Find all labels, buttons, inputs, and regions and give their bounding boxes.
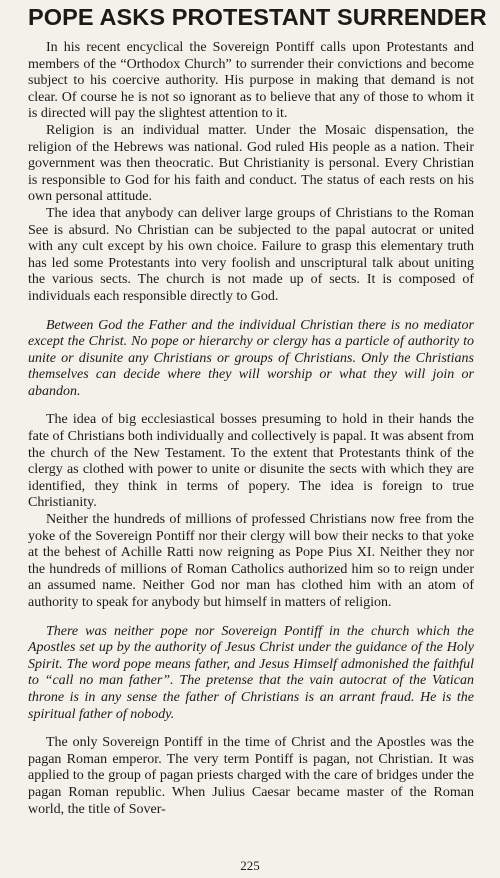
paragraph-7-italic: There was neither pope nor Sovereign Pontiff in the church which the Apostles set up by the authority of Jesus Christ under the guidance of the Holy Spirit. The word pope means father, and Jesus Himself admonished the faithful to “call no man father”. The pretense that the vain autocrat of the Vatican throne is in any sense the father of Christians is an arrant fraud. He is the spiritual father of nobody. <box>28 623 474 722</box>
paragraph-4-italic: Between God the Father and the individual Christian there is no mediator except the Christ. No pope or hierarchy or clergy has a particle of authority to unite or disunite any Christians or groups of Christians. Only the Christians themselves can decide where they will worship or what they will join or abandon. <box>28 317 474 399</box>
paragraph-6: Neither the hundreds of millions of professed Christians now free from the yoke of the Sovereign Pontiff nor their clergy will bow their necks to that yoke at the behest of Achille Ratti now reigning as Pope Pius XI. Neither they nor the hundreds of millions of Roman Catholics authorized him so to reign under an assumed name. Neither God nor man has clothed him with an atom of authority to speak for anybody but himself in matters of religion. <box>28 512 474 610</box>
paragraph-5: The idea of big ecclesiastical bosses presuming to hold in their hands the fate of Christians both individually and collectively is papal. It was absent from the church of the New Testament. To the extent that Protestants think of the clergy as clothed with power to unite or disunite the sects with which they are identified, they think in terms of popery. The idea is foreign to true Christianity. <box>28 412 474 511</box>
paragraph-8: The only Sovereign Pontiff in the time of Christ and the Apostles was the pagan Roman emperor. The very term Pontiff is pagan, not Christian. It was applied to the group of pagan priests charged with the care of bridges under the pagan Roman republic. When Julius Caesar became master of the Roman world, the title of Sover- <box>28 735 474 817</box>
article-title: POPE ASKS PROTESTANT SURRENDER <box>28 4 487 30</box>
paragraph-1: In his recent encyclical the Sovereign Pontiff calls upon Protestants and members of the “Orthodox Church” to surrender their convictions and become subject to his coercive authority. His purpose in making that demand is not clear. Of course he is not so ignorant as to believe that any of those to whom it is directed will pay the slightest attention to it. <box>28 40 474 122</box>
page-number: 225 <box>240 858 260 873</box>
paragraph-2: Religion is an individual matter. Under the Mosaic dispensation, the religion of the Hebrews was national. God ruled His people as a nation. Their government was then theocratic. But Christianity is personal. Every Christian is responsible to God for his faith and conduct. The status of each rests on his own personal attitude. <box>28 122 474 205</box>
paragraph-3: The idea that anybody can deliver large groups of Christians to the Roman See is absurd. No Christian can be subjected to the papal autocrat or united with any cult except by his own choice. Failure to grasp this elementary truth has led some Protestants into very foolish and unscriptural talk about uniting the various sects. The church is not made up of sects. It is composed of individuals each responsible directly to God. <box>28 205 474 304</box>
